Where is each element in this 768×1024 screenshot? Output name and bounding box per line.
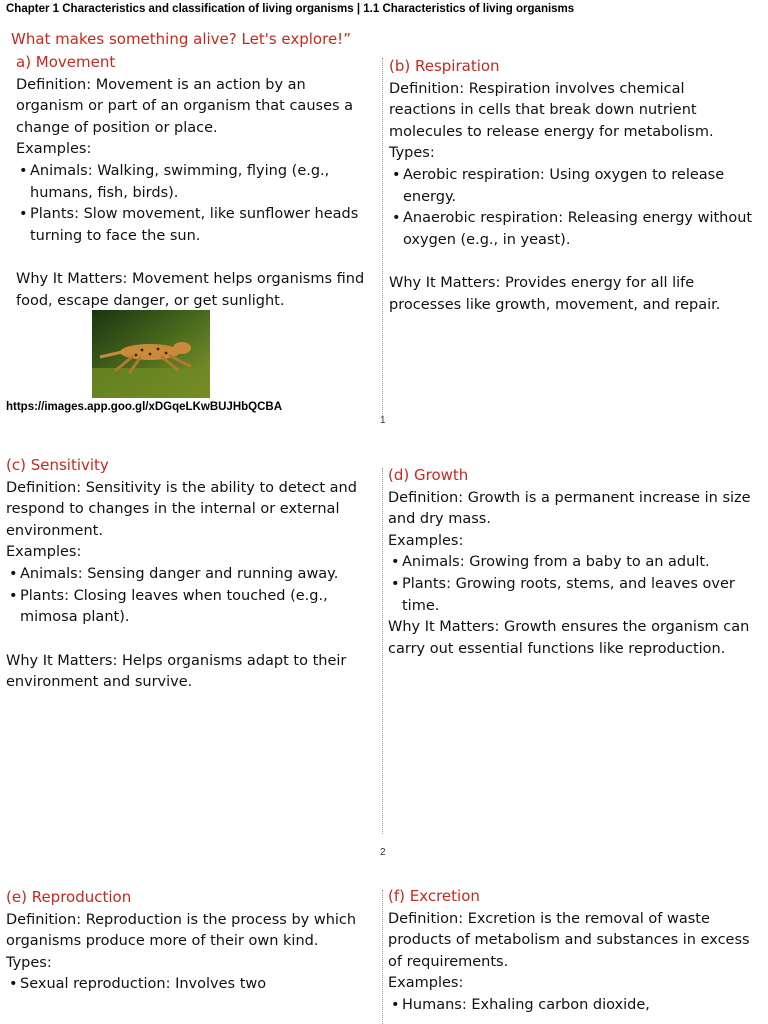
list-label: Examples: — [16, 141, 92, 158]
section-growth — [388, 465, 755, 660]
definition-text: Definition: Excretion is the removal of waste products of metabolism and substances in excess of requirements. — [388, 910, 750, 970]
page-number: 1 — [380, 415, 386, 426]
list-item: • Animals: Walking, swimming, flying (e.g., humans, fish, birds). — [30, 161, 371, 204]
why-it-matters: Why It Matters: Growth ensures the organism can carry out essential functions like reproduction. — [388, 619, 750, 657]
column-divider — [382, 58, 383, 416]
example-list — [16, 161, 371, 247]
definition-text: Definition: Reproduction is the process by which organisms produce more of their own kind. — [6, 911, 357, 950]
section-title: (c) Sensitivity — [6, 456, 109, 474]
list-item: • Anaerobic respiration: Releasing energy without oxygen (e.g., in yeast). — [403, 208, 755, 251]
section-respiration — [389, 56, 755, 317]
section-title: (d) Growth — [388, 466, 469, 484]
definition-text: Definition: Respiration involves chemical reactions in cells that break down nutrient molecules to release energy for metabolism. — [389, 80, 714, 140]
intro-heading: What makes something alive? Let's explore!” — [11, 30, 351, 48]
why-it-matters: Why It Matters: Provides energy for all life processes like growth, movement, and repair. — [389, 275, 721, 313]
list-label: Examples: — [388, 532, 464, 549]
section-title: (b) Respiration — [389, 57, 500, 75]
section-excretion — [388, 886, 755, 1017]
column-divider — [382, 890, 383, 1024]
list-label: Types: — [389, 145, 435, 162]
section-movement — [16, 52, 371, 313]
example-list — [388, 552, 755, 617]
list-label: Examples: — [6, 544, 82, 561]
list-item: • Plants: Growing roots, stems, and leaves over time. — [402, 574, 755, 617]
section-title: (f) Excretion — [388, 887, 480, 905]
list-item: • Plants: Closing leaves when touched (e.g., mimosa plant). — [20, 586, 371, 629]
section-title: (e) Reproduction — [6, 888, 132, 906]
column-divider — [382, 468, 383, 834]
chapter-header: Chapter 1 Characteristics and classification of living organisms | 1.1 Characteristics of living organisms — [6, 3, 575, 15]
list-item: • Animals: Sensing danger and running away. — [20, 564, 371, 586]
type-list — [6, 974, 371, 996]
list-label: Types: — [6, 954, 52, 971]
image-source-link[interactable]: https://images.app.goo.gl/xDGqeLKwBUJHbQCBA — [6, 401, 283, 413]
list-item: • Sexual reproduction: Involves two — [20, 974, 371, 996]
definition-text: Definition: Movement is an action by an organism or part of an organism that causes a change of position or place. — [16, 76, 354, 136]
cheetah-photo — [92, 310, 210, 398]
example-list — [6, 564, 371, 629]
section-sensitivity — [6, 455, 371, 694]
type-list — [389, 165, 755, 251]
section-title: a) Movement — [16, 53, 116, 71]
definition-text: Definition: Growth is a permanent increase in size and dry mass. — [388, 489, 751, 528]
list-item: • Aerobic respiration: Using oxygen to release energy. — [403, 165, 755, 208]
list-item: • Plants: Slow movement, like sunflower heads turning to face the sun. — [30, 204, 371, 247]
section-reproduction — [6, 887, 371, 996]
why-it-matters: Why It Matters: Movement helps organisms find food, escape danger, or get sunlight. — [16, 271, 365, 309]
why-it-matters: Why It Matters: Helps organisms adapt to their environment and survive. — [6, 652, 347, 691]
list-item: • Humans: Exhaling carbon dioxide, — [402, 995, 755, 1017]
list-item: • Animals: Growing from a baby to an adult. — [402, 552, 755, 574]
page-number: 2 — [380, 847, 386, 858]
definition-text: Definition: Sensitivity is the ability to detect and respond to changes in the internal or external environment. — [6, 479, 357, 539]
list-label: Examples: — [388, 975, 464, 992]
example-list — [388, 995, 755, 1017]
